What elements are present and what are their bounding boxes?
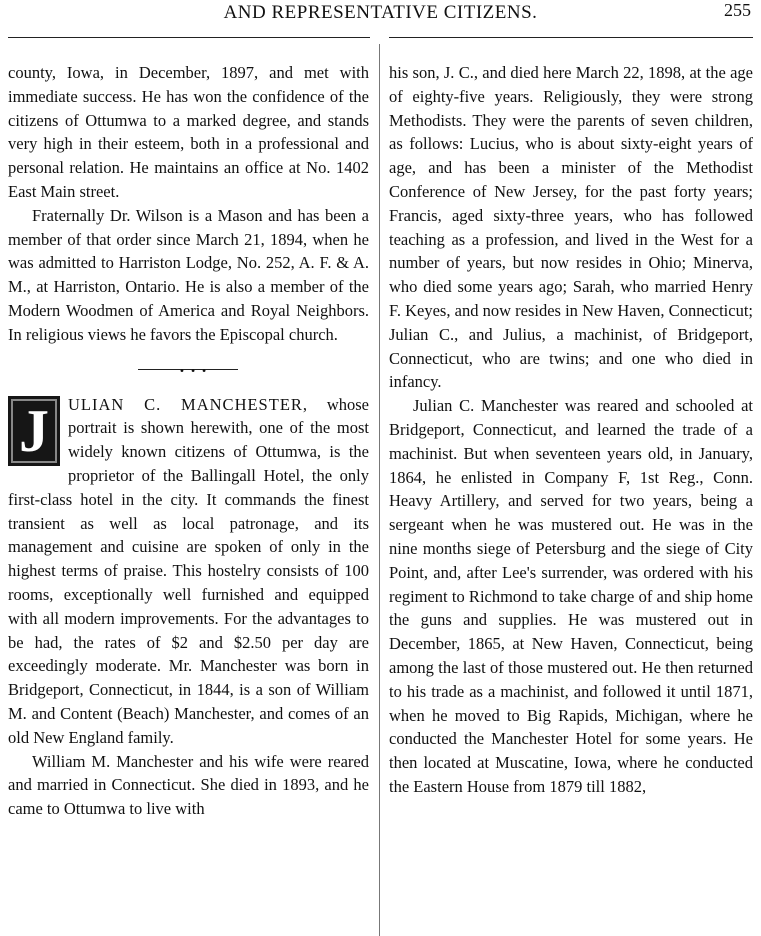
paragraph-text: whose portrait is shown herewith, one of the most widely known citizens of Ottumwa, is the proprietor of the Ballingall Hotel, the only first-class hotel in the city. It commands the finest transient as well as local patronage, and its management and cuisine are spoken of only in the highest terms of praise. This hostelry consists of 100 rooms, exceptionally well furnished and equipped with all modern improvements. For the advantages to be had, the rates of $2 and $2.50 per day are exceedingly moderate. Mr. Manchester was born in Bridgeport, Connecticut, in 1844, is a son of William M. and Content (Beach) Manchester, and comes of an old New England family. xyxy=(8,394,369,747)
paragraph: Julian C. Manchester was reared and schooled at Bridgeport, Connecticut, and learned the trade of a machinist. But when seventeen years old, in January, 1864, he enlisted in Company F, 1st Reg., Conn. Heavy Artillery, and served for two years, being a sergeant when he was mustered out. He was in the nine months siege of Petersburg and the siege of City Point, and, after Lee's surrender, was ordered with his regiment to Richmond to take charge of and ship home the guns and supplies. He was mustered out in December, 1865, at New Haven, Connecticut, being among the last of those mustered out. He then returned to his trade as a machinist, and followed it until 1871, when he moved to Big Rapids, Michigan, where he conducted the Manchester Hotel for some years. He then located at Muscatine, Iowa, where he conducted the Eastern House from 1879 till 1882, xyxy=(389,396,753,796)
page-header xyxy=(0,0,761,28)
paragraph: Fraternally Dr. Wilson is a Mason and has been a member of that order since March 21, 1894, when he was admitted to Harriston Lodge, No. 252, A. F. & A. M., at Harriston, Ontario. He is also a member of the Modern Woodmen of America and Royal Neighbors. In religious views he favors the Episcopal church. xyxy=(8,205,369,344)
header-rule-left xyxy=(8,37,370,38)
paragraph: county, Iowa, in December, 1897, and met with immediate success. He has won the confidence of the citizens of Ottumwa to a marked degree, and stands very high in their esteem, both in a professional and personal relation. He maintains an office at No. 1402 East Main street. xyxy=(8,63,369,201)
biography-opening-paragraph xyxy=(8,393,369,750)
biography-name: ULIAN C. MANCHESTER, xyxy=(68,394,309,414)
right-column xyxy=(389,61,753,799)
header-rule-right xyxy=(389,37,753,38)
page-number: 255 xyxy=(724,0,751,20)
ornament-dots: • • • xyxy=(179,365,209,377)
drop-cap: J xyxy=(8,396,60,466)
paragraph: William M. Manchester and his wife were reared and married in Connecticut. She died in 1893, and he came to Ottumwa to live with xyxy=(8,751,369,819)
column-divider xyxy=(379,44,380,936)
section-ornament xyxy=(8,347,369,393)
paragraph: his son, J. C., and died here March 22, 1898, at the age of eighty-five years. Religiously, they were strong Methodists. They were the parents of seven children, as follows: Lucius, who is about sixty-eight years of age, and has been a minister of the Methodist Conference of New Jersey, for the past forty years; Francis, aged sixty-three years, who has followed teaching as a profession, and lived in the West for a number of years, but now resides in Ohio; Minerva, who died some years ago; Sarah, who married Henry F. Keyes, and now resides in New Haven, Connecticut; Julian C., and Julius, a machinist, of Bridgeport, Connecticut, who are twins; and one who died in infancy. xyxy=(389,63,753,392)
left-column xyxy=(8,61,369,821)
running-head: AND REPRESENTATIVE CITIZENS. xyxy=(223,2,538,23)
